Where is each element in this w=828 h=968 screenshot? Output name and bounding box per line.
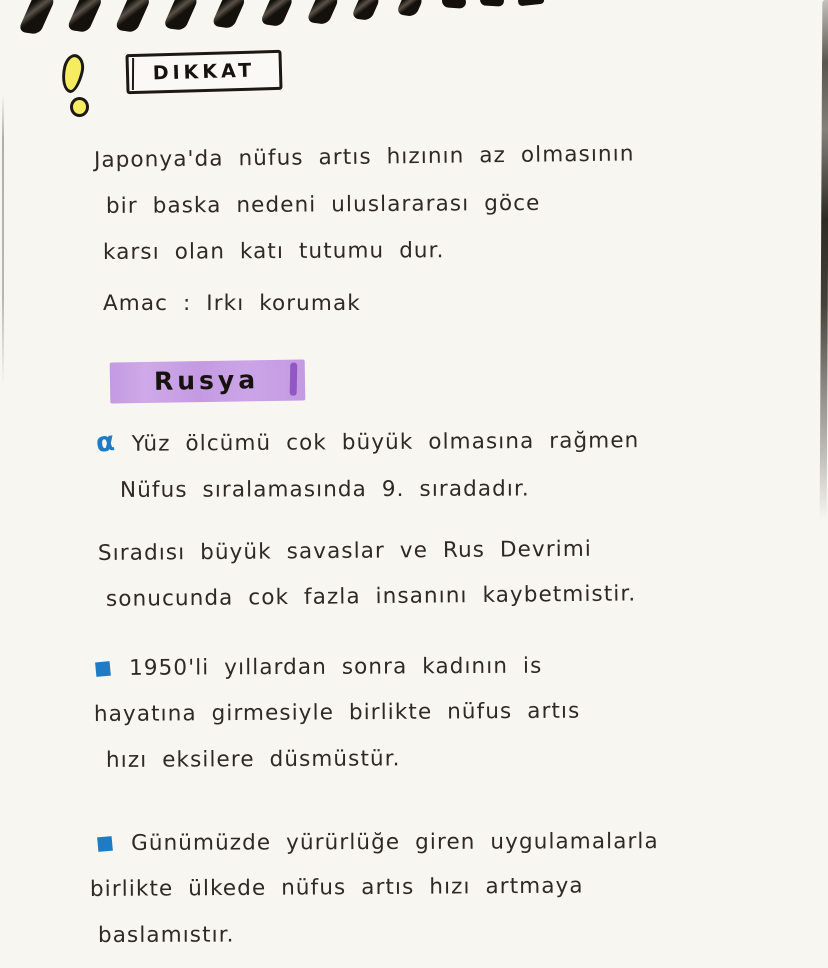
note-line: birlikte ülkede nüfus artıs hızı artmaya — [89, 873, 584, 902]
note-line: Nüfus sıralamasında 9. sıradadır. — [119, 476, 530, 503]
note-line — [96, 819, 782, 867]
note-text: Günümüzde yürürlüğe giren uygulamalarla — [131, 829, 659, 856]
exclamation-dot — [70, 97, 89, 117]
attention-label: DIKKAT — [152, 59, 256, 85]
spiral-ring — [306, 0, 340, 25]
spiral-ring — [162, 0, 199, 31]
square-bullet-icon: ■ — [94, 831, 116, 855]
note-line: bir baska nedeni uluslararası göce — [105, 190, 541, 219]
note-line: sonucunda cok fazla insanını kaybetmistir. — [105, 581, 637, 612]
spiral-ring — [395, 0, 424, 17]
spiral-ring — [442, 0, 467, 9]
spiral-ring — [351, 0, 382, 21]
note-line: karsı olan katı tutumu dur. — [102, 238, 445, 265]
attention-box — [125, 50, 282, 94]
aim-line: Amac : Irkı korumak — [103, 291, 361, 316]
note-line: baslamıstır. — [97, 922, 235, 948]
note-line: hayatına girmesiyle birlikte nüfus artıs — [93, 698, 581, 727]
square-bullet-icon: ■ — [92, 656, 114, 680]
spiral-binding — [18, 0, 558, 40]
page-left-edge — [2, 95, 4, 385]
spiral-ring — [66, 0, 104, 33]
note-text: 1950'li yıllardan sonra kadının is — [128, 653, 543, 681]
alpha-bullet-icon: α — [94, 425, 118, 459]
purple-highlight-mark — [110, 359, 306, 403]
attention-row — [54, 50, 782, 128]
japan-paragraph — [60, 138, 782, 276]
note-text: Yüz ölcümü cok büyük olmasına rağmen — [131, 428, 640, 457]
spiral-ring — [259, 0, 294, 27]
exclamation-icon — [54, 50, 110, 128]
note-line — [96, 415, 782, 468]
note-line: Sıradısı büyük savaslar ve Rus Devrimi — [97, 536, 593, 566]
russia-item — [60, 821, 782, 959]
spiral-ring — [517, 0, 544, 6]
spiral-ring — [114, 0, 152, 33]
page-right-edge-shadow — [820, 0, 828, 520]
note-line — [94, 642, 782, 692]
russia-item — [60, 531, 782, 623]
spiral-ring — [480, 0, 505, 7]
russia-item — [60, 420, 782, 514]
notes-content — [60, 50, 782, 959]
russia-heading: Rusya — [153, 365, 260, 396]
note-line: Japonya'da nüfus artıs hızının az olmasının — [93, 141, 635, 173]
russia-heading-row — [60, 361, 782, 402]
russia-item — [60, 646, 782, 784]
spiral-ring — [18, 0, 57, 35]
spiral-ring — [211, 0, 247, 29]
exclamation-bar — [58, 52, 87, 95]
note-line: hızı eksilere düsmüstür. — [105, 746, 401, 773]
